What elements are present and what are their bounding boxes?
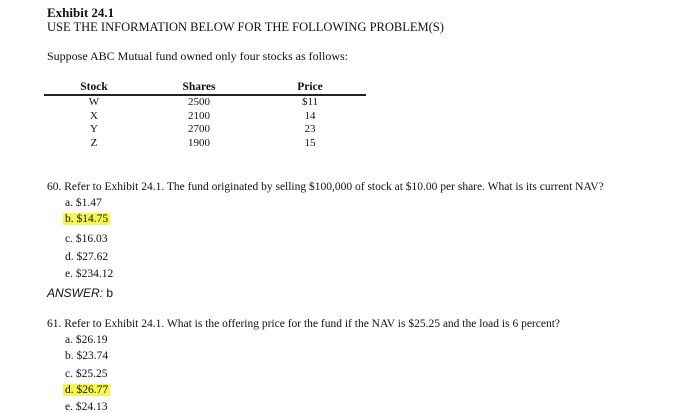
- cell-stock: Y: [90, 123, 98, 136]
- q60-option-e: e. $234.12: [65, 268, 114, 280]
- exhibit-intro: Suppose ABC Mutual fund owned only four stocks as follows:: [47, 49, 348, 63]
- table-row: [44, 123, 366, 137]
- table-row: [44, 110, 366, 124]
- q61-option-c: c. $25.25: [65, 368, 108, 380]
- header-shares: Shares: [144, 80, 254, 95]
- question-61-text: 61. Refer to Exhibit 24.1. What is the offering price for the fund if the NAV is $25.25 and the load is 6 percent?: [47, 318, 561, 330]
- cell-shares: 2100: [188, 109, 210, 122]
- stock-table: [44, 80, 366, 150]
- q60-option-c: c. $16.03: [65, 233, 108, 245]
- q61-option-e: e. $24.13: [65, 401, 108, 413]
- q60-answer: [47, 286, 113, 300]
- cell-price: $11: [301, 96, 319, 108]
- q60-option-d: d. $27.62: [65, 251, 109, 263]
- q61-option-d: [65, 384, 110, 396]
- header-stock: Stock: [44, 80, 144, 95]
- q60-option-b: [65, 213, 110, 225]
- table-row: [44, 95, 366, 110]
- cell-shares: 2700: [188, 123, 210, 136]
- answer-value: b: [106, 286, 114, 300]
- cell-shares: 1900: [188, 136, 210, 149]
- cell-stock: Z: [90, 136, 98, 149]
- cell-price: 23: [304, 123, 316, 136]
- cell-price: 15: [304, 136, 316, 149]
- cell-shares: 2500: [188, 96, 210, 108]
- exhibit-title: Exhibit 24.1: [47, 5, 115, 20]
- q60-option-b-highlight: b. $14.75: [65, 213, 109, 225]
- q60-option-a: a. $1.47: [65, 197, 102, 209]
- cell-stock: X: [90, 109, 98, 122]
- q61-option-b: b. $23.74: [65, 350, 109, 362]
- question-60-text: 60. Refer to Exhibit 24.1. The fund originated by selling $100,000 of stock at $10.00 per share. What is its current NAV?: [47, 181, 604, 193]
- header-price: Price: [254, 80, 366, 95]
- cell-price: 14: [304, 109, 316, 122]
- answer-label: ANSWER:: [47, 286, 104, 300]
- q61-option-d-highlight: d. $26.77: [65, 384, 109, 396]
- table-header-row: [44, 80, 366, 95]
- q61-option-a: a. $26.19: [65, 334, 108, 346]
- cell-stock: W: [88, 96, 100, 108]
- table-row: [44, 137, 366, 151]
- exhibit-instruction: USE THE INFORMATION BELOW FOR THE FOLLOWING PROBLEM(S): [47, 20, 444, 34]
